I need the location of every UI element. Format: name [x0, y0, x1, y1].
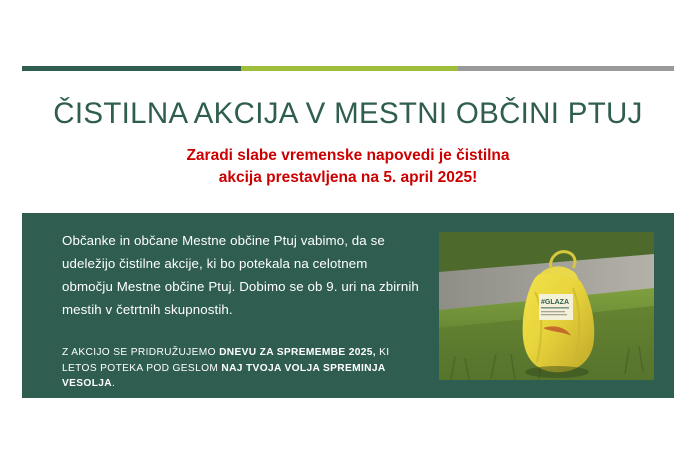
footnote-paragraph	[62, 345, 422, 391]
footnote-bold-1: DNEVU ZA SPREMEMBE 2025,	[219, 347, 376, 359]
footnote-bold-2: NAJ TVOJA VOLJA SPREMINJA VESOLJA	[62, 362, 386, 390]
footnote-part-1: Z AKCIJO SE PRIDRUŽUJEMO	[62, 347, 220, 359]
rule-segment-gray	[458, 66, 674, 71]
photo-waste-bag	[439, 232, 654, 380]
subtitle-notice	[0, 145, 696, 190]
photo-illustration	[439, 232, 654, 380]
top-divider-rule	[22, 66, 674, 71]
svg-text:#GLAZA: #GLAZA	[541, 299, 569, 306]
subtitle-line-1: Zaradi slabe vremenske napovedi je čistilna	[186, 147, 510, 164]
subtitle-line-2: akcija prestavljena na 5. april 2025!	[218, 169, 478, 187]
rule-segment-dark-green	[22, 66, 241, 71]
body-paragraph: Občanke in občane Mestne občine Ptuj vabimo, da se udeležijo čistilne akcije, ki bo potekala na celotnem območju Mestne občine Ptuj. Dobimo se ob 9. uri na zbirnih mestih v četrtnih skupnostih.	[62, 233, 419, 317]
footnote-part-3: .	[112, 378, 116, 390]
panel-text-block	[62, 230, 422, 391]
rule-segment-light-green	[241, 66, 457, 71]
content-panel	[22, 213, 674, 398]
page-title: ČISTILNA AKCIJA V MESTNI OBČINI PTUJ	[53, 97, 643, 130]
footnote-part-2: KI LETOS POTEKA POD GESLOM	[62, 347, 390, 374]
